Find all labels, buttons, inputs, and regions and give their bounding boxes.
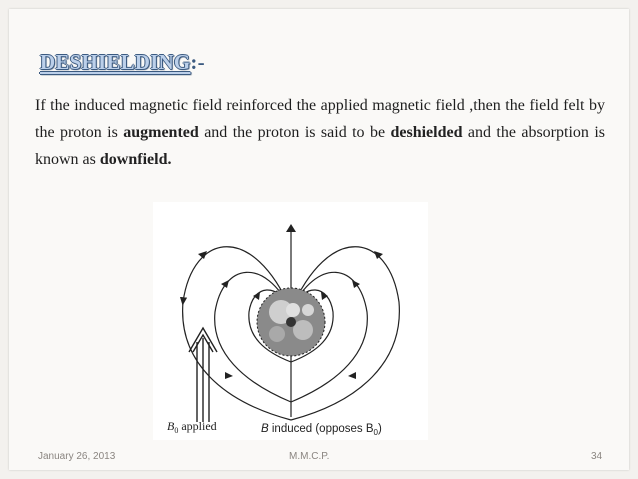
keyword-deshielded: deshielded [390, 124, 463, 141]
arrow-head-4 [352, 280, 360, 288]
electron-cloud [257, 288, 325, 356]
footer-date: January 26, 2013 [38, 451, 116, 462]
body-paragraph [35, 92, 605, 173]
slide-title [40, 50, 205, 75]
keyword-augmented: augmented [123, 124, 199, 141]
para-text-3: and the absorption is known as [35, 124, 605, 168]
arrow-head-3 [221, 280, 229, 288]
b0-arrows [189, 328, 217, 422]
magnetic-field-figure [153, 202, 428, 440]
b0-applied-label: $B_0$ applied [167, 419, 217, 435]
arrow-head-2 [374, 251, 383, 259]
arrow-head-center [286, 224, 296, 232]
arrow-head-7 [225, 372, 233, 379]
para-text-1: If the induced magnetic field reinforced the applied magnetic field ,then the field felt by the proton is [35, 97, 605, 141]
footer-author: M.M.C.P. [289, 451, 330, 462]
keyword-downfield: downfield. [99, 151, 172, 168]
para-text-2: and the proton is said to be [198, 124, 391, 141]
title-suffix: :- [190, 50, 205, 74]
page-number: 34 [591, 451, 603, 462]
b-induced-label: B induced (opposes $B_0$) [261, 423, 382, 437]
field-diagram [153, 202, 428, 440]
arrow-head-8 [348, 372, 356, 379]
title-main: DESHIELDING [40, 50, 191, 74]
